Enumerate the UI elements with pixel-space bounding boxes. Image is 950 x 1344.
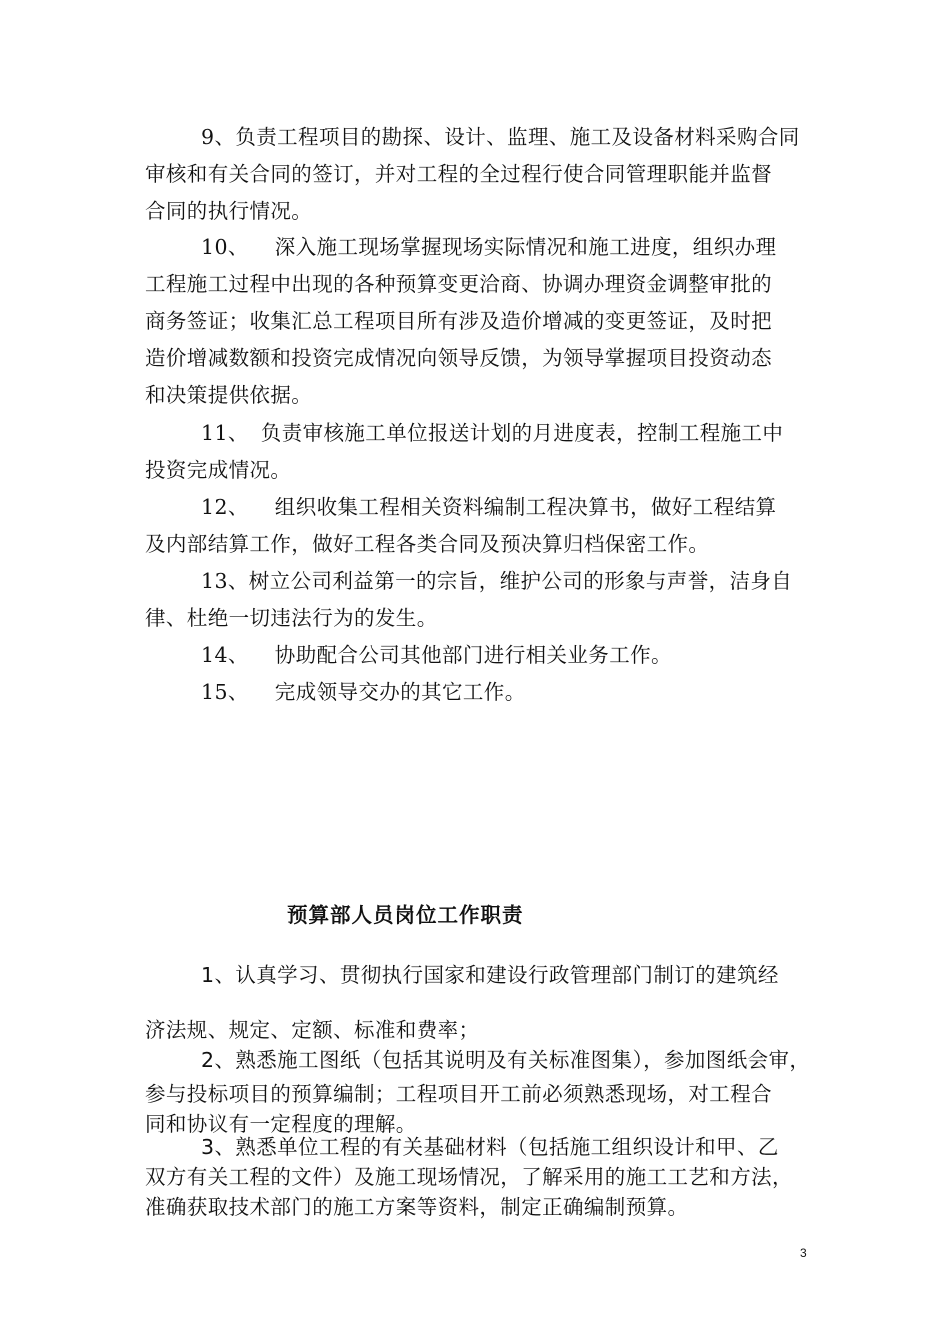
section-title: 预算部人员岗位工作职责 xyxy=(287,903,524,927)
item-number: 11、 xyxy=(201,421,249,445)
duty-item-15 xyxy=(145,674,809,711)
item-text-line: 及内部结算工作，做好工程各类合同及预决算归档保密工作。 xyxy=(145,532,710,556)
item-text-line: 树立公司利益第一的宗旨，维护公司的形象与声誉，洁身自 xyxy=(248,569,793,593)
duty-item-10 xyxy=(145,229,809,414)
item-text-line: 熟悉单位工程的有关基础材料（包括施工组织设计和甲、乙 xyxy=(235,1135,779,1159)
duty-item-12 xyxy=(145,489,809,563)
item-number: 1、 xyxy=(201,963,236,987)
duty-item-14 xyxy=(145,637,809,674)
item-text-line: 商务签证；收集汇总工程项目所有涉及造价增减的变更签证，及时把 xyxy=(145,309,772,333)
item-text-line: 认真学习、贯彻执行国家和建设行政管理部门制订的建筑经 xyxy=(235,963,779,987)
item-text-line: 双方有关工程的文件）及施工现场情况，了解采用的施工工艺和方法， xyxy=(145,1165,793,1189)
item-text-line: 组织收集工程相关资料编制工程决算书，做好工程结算 xyxy=(274,495,777,519)
item-text-line: 深入施工现场掌握现场实际情况和施工进度，组织办理 xyxy=(274,235,777,259)
item-text-line: 济法规、规定、定额、标准和费率； xyxy=(145,1018,480,1042)
budget-duty-item-2 xyxy=(145,1041,809,1139)
item-text-line: 准确获取技术部门的施工方案等资料，制定正确编制预算。 xyxy=(145,1195,689,1219)
item-number: 13、 xyxy=(201,569,249,593)
item-text-line: 负责审核施工单位报送计划的月进度表，控制工程施工中 xyxy=(260,421,784,445)
item-number: 15、 xyxy=(201,680,249,704)
item-number: 10、 xyxy=(201,235,249,259)
item-number: 2、 xyxy=(201,1048,236,1072)
item-text-line: 完成领导交办的其它工作。 xyxy=(274,680,526,704)
item-text-line: 律、杜绝一切违法行为的发生。 xyxy=(145,606,438,630)
duty-item-11 xyxy=(145,415,809,489)
item-text-line: 审核和有关合同的签订，并对工程的全过程行使合同管理职能并监督 xyxy=(145,162,772,186)
page-number: 3 xyxy=(800,1246,807,1260)
item-text-line: 和决策提供依据。 xyxy=(145,383,313,407)
item-text-line: 造价增减数额和投资完成情况向领导反馈，为领导掌握项目投资动态 xyxy=(145,346,772,370)
item-text-line: 合同的执行情况。 xyxy=(145,199,313,223)
item-number: 14、 xyxy=(201,643,249,667)
item-number: 9、 xyxy=(201,125,236,149)
item-text-line: 同和协议有一定程度的理解。 xyxy=(145,1112,417,1136)
item-text-line: 协助配合公司其他部门进行相关业务工作。 xyxy=(274,643,672,667)
item-number: 12、 xyxy=(201,495,249,519)
item-text-line: 投资完成情况。 xyxy=(145,458,292,482)
item-text-line: 工程施工过程中出现的各种预算变更洽商、协调办理资金调整审批的 xyxy=(145,272,772,296)
item-text-line: 参与投标项目的预算编制；工程项目开工前必须熟悉现场，对工程合 xyxy=(145,1082,772,1106)
duty-item-13 xyxy=(145,563,809,637)
budget-duty-item-3 xyxy=(145,1132,809,1222)
duty-item-9 xyxy=(145,119,809,230)
item-text-line: 负责工程项目的勘探、设计、监理、施工及设备材料采购合同 xyxy=(235,125,800,149)
item-number: 3、 xyxy=(201,1135,236,1159)
item-text-line: 熟悉施工图纸（包括其说明及有关标准图集），参加图纸会审， xyxy=(235,1048,811,1072)
